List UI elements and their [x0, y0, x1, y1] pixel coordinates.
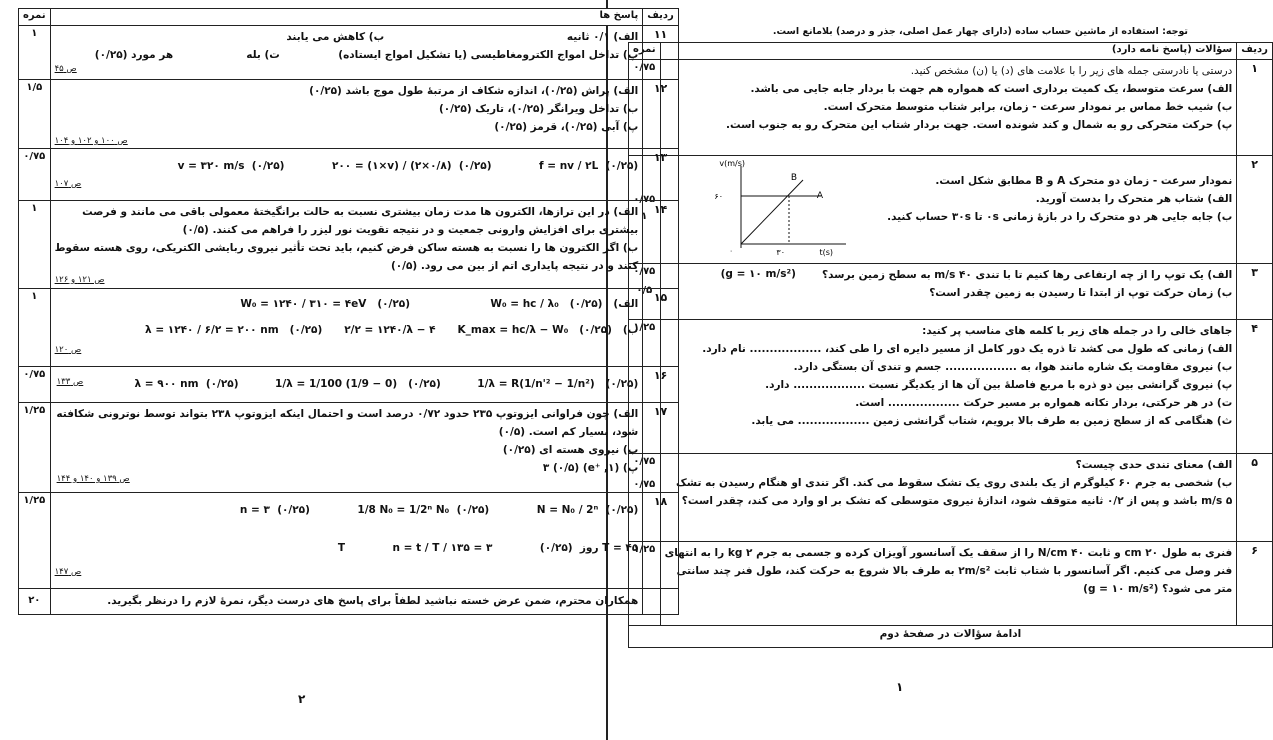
question-score: ۱/۲۵ [629, 542, 661, 626]
col-question-header: سؤالات (پاسخ نامه دارد) [660, 43, 1237, 60]
question-line: پ) حرکت متحرکی رو به شمال و کند شونده است. جهت بردار شتاب این متحرک رو به جنوب است. [726, 119, 1233, 131]
answer-score: ۱ [19, 26, 51, 80]
graph-label-a: A [816, 191, 823, 201]
table-row [19, 289, 679, 367]
answer-line: T = ۴۵ روز (۰/۲۵) ۳ = ۱۳۵ / T n = t / T [337, 542, 639, 554]
question-body [660, 454, 1237, 542]
answer-score: ۰/۷۵ [19, 149, 51, 201]
col-score-header: نمره [629, 43, 661, 60]
answer-line: λ = ۹۰۰ nm (۰/۲۵) 1/λ = 1/100 (1/9 − 0) (۰/۲۵) 1/λ = R(1/n'² − 1/n²) (۰/۲۵) [134, 378, 639, 390]
answer-number: ۱۸ [643, 493, 679, 589]
table-row [19, 149, 679, 201]
calculator-note: توجه: استفاده از ماشین حساب ساده (دارای چهار عمل اصلی، جذر و درصد) بلامانع است. [772, 26, 1188, 37]
question-line: ب) شخصی به جرم ۶۰ کیلوگرم از یک بلندی روی یک تشک سقوط می کند. اگر تندی او هنگام رسیدن به تشک [676, 477, 1233, 489]
answer-score: ۱/۵ [19, 80, 51, 149]
page-reference: ص ۱۲۰ [54, 345, 82, 355]
col-answer-header: پاسخ ها [50, 9, 643, 26]
answer-score: ۱ [19, 289, 51, 367]
page-reference: ص ۴۵ [54, 64, 77, 74]
question-line: متر می شود؟ (g = ۱۰ m/s²) [1083, 583, 1233, 595]
answer-line: کنند و در نتیجه پایداری اتم از بین می رود. (۰/۵) [390, 260, 639, 272]
answer-number: ۱۱ [643, 26, 679, 80]
answer-line: الف) در این ترازها، الکترون ها مدت زمان بیشتری نسبت به حالت برانگیختهٔ معمولی باقی می مانند و فرصت [82, 206, 639, 218]
question-score: ۱/۲۵ [629, 320, 661, 454]
question-number: ۵ [1237, 454, 1273, 542]
graph-origin: ۰ [728, 247, 733, 255]
score-part: ۰/۷۵ [633, 456, 656, 467]
table-row [19, 493, 679, 589]
question-line: ث) هنگامی که از سطح زمین به طرف بالا برویم، شتاب گرانشی زمین .................. می یابد. [751, 415, 1233, 427]
answer-body [50, 289, 643, 367]
graph-ytick: ۶۰ [714, 192, 723, 201]
question-line: ت) در هر حرکتی، بردار تکانه همواره بر مسیر حرکت .................. است. [855, 397, 1233, 409]
question-score: ۰/۷۵ [629, 60, 661, 156]
question-line: درستی یا نادرستی جمله های زیر را با علامت های (د) یا (ن) مشخص کنید. [910, 65, 1233, 77]
velocity-time-graph [711, 158, 861, 258]
answer-number: ۱۷ [643, 403, 679, 493]
question-line: ۵ m/s باشد و پس از ۰/۲ ثانیه متوقف شود، اندازهٔ نیروی متوسطی که تشک بر او وارد می کند، چقدر است؟ [681, 495, 1233, 507]
score-part: ۱ [641, 211, 648, 222]
page-reference: ص ۱۳۹ و ۱۴۰ و ۱۴۴ [56, 474, 130, 484]
answer-line: ب) λ = ۱۲۴۰ / ۶/۲ = ۲۰۰ nm (۰/۲۵) ۲/۲ = ۱۲۴۰/λ − ۴ K_max = hc/λ − W₀ (۰/۲۵) [145, 324, 639, 336]
question-number: ۱ [1237, 60, 1273, 156]
empty-cell [643, 589, 679, 615]
answer-line: الف) چون فراوانی ایزوتوپ ۲۳۵ حدود ۰/۷۲ درصد است و احتمال اینکه ایزوتوپ ۲۳۸ بتواند توسط نوترونی شکافته [56, 408, 639, 420]
answer-body [50, 201, 643, 289]
answer-body [50, 80, 643, 149]
answer-line: شود، بسیار کم است. (۰/۵) [498, 426, 639, 438]
score-part: ۰/۵ [636, 285, 653, 296]
table-row [19, 367, 679, 403]
question-page [608, 0, 1268, 740]
page-number: ۲ [298, 692, 306, 706]
table-row [629, 156, 1273, 264]
page-reference: ص ۱۲۱ و ۱۲۶ [54, 275, 105, 285]
table-row [19, 80, 679, 149]
table-row [19, 589, 679, 615]
answers-table [18, 8, 679, 615]
page-reference: ص ۱۰۷ [54, 179, 82, 189]
question-line: الف) زمانی که طول می کشد تا ذره یک دور کامل از مسیر دایره ای را طی کند، .................. نام دارد. [702, 343, 1233, 355]
answer-line: الف) W₀ = ۱۲۴۰ / ۳۱۰ = ۴eV (۰/۲۵) W₀ = hc / λ₀ (۰/۲۵) [240, 298, 639, 310]
answer-line: بیشتری برای افزایش وارونی جمعیت و در نتیجه تقویت نور لیزر را فراهم می کنند. (۰/۵) [182, 224, 639, 236]
closing-note: همکاران محترم، ضمن عرض خسته نباشید لطفاً برای پاسخ های درست دیگر، نمرهٔ لازم را درنظر بگیرید. [50, 589, 643, 615]
table-row [19, 26, 679, 80]
answer-number: ۱۶ [643, 367, 679, 403]
answer-line: پ) آبی (۰/۲۵)، قرمز (۰/۲۵) [494, 121, 639, 133]
answer-score: ۰/۷۵ [19, 367, 51, 403]
question-line: الف) شتاب هر متحرک را بدست آورید. [1035, 193, 1233, 205]
table-row [19, 403, 679, 493]
answer-line: الف) پراش (۰/۲۵)، اندازه شکاف از مرتبهٔ طول موج باشد (۰/۲۵) [309, 85, 639, 97]
answer-line: v = ۳۲۰ m/s (۰/۲۵) ۲۰۰ = (۱×v) / (۲×۰/۸) (۰/۲۵) f = nv / ۲L (۰/۲۵) [177, 160, 639, 172]
question-number: ۲ [1237, 156, 1273, 264]
answer-line: ب) نیروی هسته ای (۰/۲۵) [502, 444, 639, 456]
question-line: پ) نیروی گرانشی بین دو ذره با مربع فاصلهٔ بین آن ها از یکدیگر نسبت .................. دارد. [765, 379, 1233, 391]
table-row [629, 542, 1273, 626]
col-row-header: ردیف [643, 9, 679, 26]
answer-line: n = ۳ (۰/۲۵) 1/8 N₀ = 1/2ⁿ N₀ (۰/۲۵) N = N₀ / 2ⁿ (۰/۲۵) [239, 504, 639, 516]
answer-number: ۱۵ [643, 289, 679, 367]
question-number: ۴ [1237, 320, 1273, 454]
answer-number: ۱۲ [643, 80, 679, 149]
col-score-header: نمره [19, 9, 51, 26]
question-line: فنر وصل می کنیم. اگر آسانسور با شتاب ثابت ۲m/s² به طرف بالا شروع به حرکت کند، طول فنر چند سانتی [676, 565, 1233, 577]
answer-body [50, 493, 643, 589]
answer-body [50, 26, 643, 80]
answer-number: ۱۴ [643, 201, 679, 289]
page-reference: ص ۱۴۷ [54, 567, 82, 577]
answer-line: پ) (e⁺ ,۱) ۳ (۰/۵) [542, 462, 639, 474]
question-line: الف) یک توپ را از چه ارتفاعی رها کنیم تا با تندی ۴۰ m/s به سطح زمین برسد؟ [822, 269, 1233, 281]
score-part: ۰/۷۵ [633, 479, 656, 490]
question-line: نمودار سرعت - زمان دو متحرک A و B مطابق شکل است. [935, 175, 1233, 187]
table-row [629, 264, 1273, 320]
table-row [629, 60, 1273, 156]
question-line: ب) نیروی مقاومت یک شاره مانند هوا، به .................. جسم و تندی آن بستگی دارد. [793, 361, 1233, 373]
answer-line: پ) تداخل امواج الکترومغاطیسی (یا تشکیل امواج ایستاده) ت) بله هر مورد (۰/۲۵) [94, 49, 639, 61]
question-body [660, 542, 1237, 626]
graph-xlabel: t(s) [819, 248, 833, 257]
question-line: فنری به طول ۲۰ cm و ثابت ۴۰ N/cm را از سقف یک آسانسور آویزان کرده و جسمی به جرم ۲ kg را به انتهای [664, 547, 1233, 559]
answer-body [50, 367, 643, 403]
table-row [629, 320, 1273, 454]
graph-ylabel: v(m/s) [718, 159, 745, 168]
graph-xtick: ۳۰ [776, 248, 785, 257]
answer-line: الف) ۰/۱ ثانیه ب) کاهش می یابند [286, 31, 639, 43]
answer-score: ۱ [19, 201, 51, 289]
question-body [660, 320, 1237, 454]
answer-line: ب) تداخل ویرانگر (۰/۲۵)، تاریک (۰/۲۵) [438, 103, 639, 115]
gravity-given: (g = ۱۰ m/s²) [720, 268, 796, 280]
question-body [660, 60, 1237, 156]
answer-body [50, 403, 643, 493]
question-line: ب) زمان حرکت توپ از ابتدا تا رسیدن به زمین چقدر است؟ [929, 287, 1233, 299]
question-line: ب) شیب خط مماس بر نمودار سرعت - زمان، برابر شتاب متوسط متحرک است. [823, 101, 1233, 113]
score-part: ۰/۷۵ [633, 266, 656, 277]
score-part: ۰/۷۵ [633, 194, 656, 205]
graph-label-b: B [790, 173, 797, 183]
question-body [660, 264, 1237, 320]
page-reference: ص ۱۳۳ [56, 377, 84, 387]
questions-table [628, 42, 1273, 648]
answer-score: ۱/۲۵ [19, 493, 51, 589]
line-b [741, 180, 803, 244]
answer-body [50, 149, 643, 201]
question-line: الف) معنای تندی حدی چیست؟ [1075, 459, 1233, 471]
question-body [660, 156, 1237, 264]
answer-number: ۱۳ [643, 149, 679, 201]
continue-note: ادامهٔ سؤالات در صفحهٔ دوم [629, 626, 1273, 648]
page-number: ۱ [896, 680, 904, 694]
question-line: ب) جابه جایی هر دو متحرک را در بازهٔ زمانی ۰s تا ۳۰s حساب کنید. [887, 211, 1233, 223]
question-line: جاهای خالی را در جمله های زیر با کلمه های مناسب پر کنید: [922, 325, 1233, 337]
answer-line: ب) اگر الکترون ها را نسبت به هسته ساکن فرض کنیم، باید تحت تأثیر نیروی ربایشی الکتریکی، روی هسته سقوط [54, 242, 639, 254]
answer-score: ۱/۲۵ [19, 403, 51, 493]
col-row-header: ردیف [1237, 43, 1273, 60]
table-row [19, 201, 679, 289]
question-number: ۳ [1237, 264, 1273, 320]
page-reference: ص ۱۰۰ و ۱۰۲ و ۱۰۴ [54, 136, 128, 146]
question-number: ۶ [1237, 542, 1273, 626]
total-score: ۲۰ [19, 589, 51, 615]
table-row [629, 626, 1273, 648]
table-row [629, 454, 1273, 542]
question-line: الف) سرعت متوسط، یک کمیت برداری است که همواره هم جهت با بردار جابه جایی می باشد. [750, 83, 1233, 95]
